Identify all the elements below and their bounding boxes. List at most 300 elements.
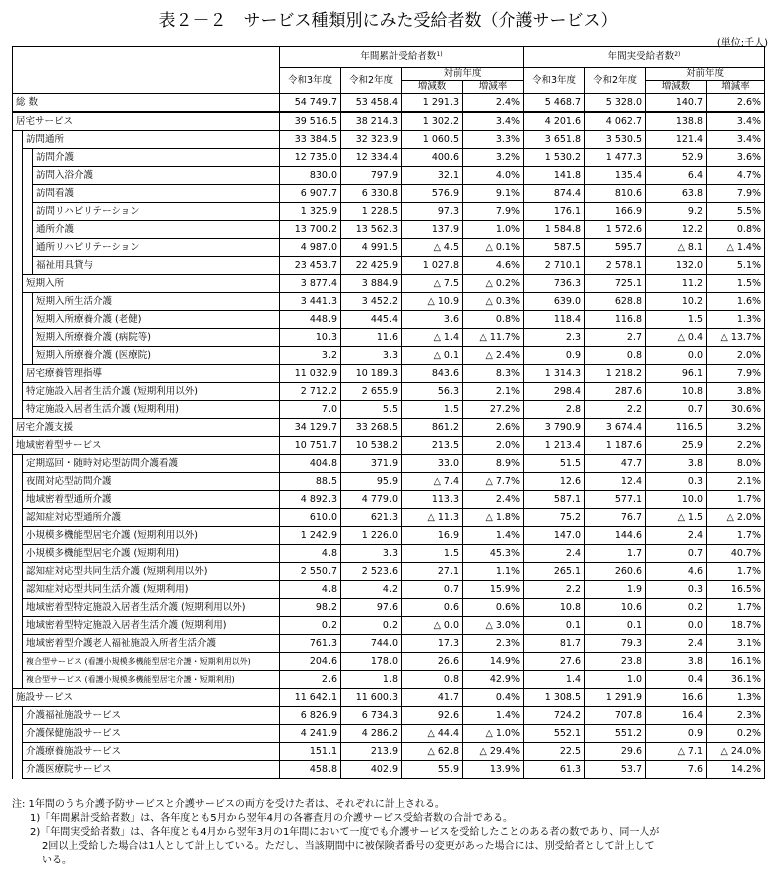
header-r3: 令和3年度: [280, 68, 341, 94]
indent-cell: [13, 635, 23, 653]
value-cell: 2.6: [280, 671, 341, 689]
value-cell: 2 655.9: [341, 383, 402, 401]
recipients-table: [12, 46, 765, 779]
value-cell: 0.4%: [463, 689, 524, 707]
value-cell: 11.2: [646, 275, 707, 293]
value-cell: 5 328.0: [585, 94, 646, 113]
value-cell: 3.2%: [707, 419, 765, 437]
row-label: 介護医療院サービス: [23, 761, 280, 779]
value-cell: 4 201.6: [524, 112, 585, 131]
value-cell: 4.0%: [463, 167, 524, 185]
table-row: [13, 707, 765, 725]
value-cell: 2.2: [524, 581, 585, 599]
value-cell: 41.7: [402, 689, 463, 707]
value-cell: 7.6: [646, 761, 707, 779]
value-cell: 1.1%: [463, 563, 524, 581]
value-cell: 1 572.6: [585, 221, 646, 239]
table-row: [13, 293, 765, 311]
value-cell: △ 1.4: [402, 329, 463, 347]
value-cell: △ 1.4%: [707, 239, 765, 257]
table-row: [13, 365, 765, 383]
indent-cell: [13, 167, 23, 185]
indent-cell: [23, 329, 33, 347]
table-row: [13, 94, 765, 113]
row-label: 通所リハビリテーション: [33, 239, 280, 257]
indent-cell: [13, 275, 23, 293]
value-cell: 0.1: [585, 617, 646, 635]
value-cell: △ 29.4%: [463, 743, 524, 761]
value-cell: 448.9: [280, 311, 341, 329]
value-cell: △ 7.7%: [463, 473, 524, 491]
value-cell: 0.9: [524, 347, 585, 365]
value-cell: 9.1%: [463, 185, 524, 203]
value-cell: 2.2: [585, 401, 646, 419]
value-cell: △ 24.0%: [707, 743, 765, 761]
value-cell: 6 907.7: [280, 185, 341, 203]
indent-cell: [13, 545, 23, 563]
value-cell: 2 523.6: [341, 563, 402, 581]
row-label: 介護療養施設サービス: [23, 743, 280, 761]
indent-cell: [13, 563, 23, 581]
value-cell: 610.0: [280, 509, 341, 527]
row-label: 通所介護: [33, 221, 280, 239]
value-cell: 11.6: [341, 329, 402, 347]
value-cell: 843.6: [402, 365, 463, 383]
value-cell: 118.4: [524, 311, 585, 329]
indent-cell: [13, 401, 23, 419]
indent-cell: [13, 725, 23, 743]
value-cell: 0.2: [341, 617, 402, 635]
value-cell: 13.9%: [463, 761, 524, 779]
value-cell: 3.3: [341, 347, 402, 365]
value-cell: 2.1%: [707, 473, 765, 491]
value-cell: 1 213.4: [524, 437, 585, 455]
value-cell: 54 749.7: [280, 94, 341, 113]
value-cell: 1 218.2: [585, 365, 646, 383]
table-row: [13, 617, 765, 635]
indent-cell: [23, 149, 33, 167]
value-cell: 34 129.7: [280, 419, 341, 437]
value-cell: △ 7.1: [646, 743, 707, 761]
value-cell: 1.0%: [463, 221, 524, 239]
value-cell: 1 314.3: [524, 365, 585, 383]
table-row: [13, 455, 765, 473]
value-cell: 5 468.7: [524, 94, 585, 113]
value-cell: 2.0%: [707, 347, 765, 365]
value-cell: 1.4%: [463, 527, 524, 545]
row-label: 小規模多機能型居宅介護 (短期利用以外): [23, 527, 280, 545]
header-r2: 令和2年度: [585, 68, 646, 94]
row-label: 複合型サービス (看護小規模多機能型居宅介護・短期利用): [23, 671, 280, 689]
value-cell: 166.9: [585, 203, 646, 221]
value-cell: 47.7: [585, 455, 646, 473]
value-cell: 10.0: [646, 491, 707, 509]
value-cell: 16.9: [402, 527, 463, 545]
table-row: [13, 671, 765, 689]
value-cell: 3.4%: [707, 112, 765, 131]
value-cell: 55.9: [402, 761, 463, 779]
value-cell: 761.3: [280, 635, 341, 653]
row-label: 総 数: [13, 94, 280, 113]
value-cell: 76.7: [585, 509, 646, 527]
indent-cell: [13, 473, 23, 491]
value-cell: 39 516.5: [280, 112, 341, 131]
value-cell: 11 032.9: [280, 365, 341, 383]
value-cell: 587.5: [524, 239, 585, 257]
value-cell: 121.4: [646, 131, 707, 149]
indent-cell: [23, 167, 33, 185]
value-cell: 628.8: [585, 293, 646, 311]
value-cell: △ 11.7%: [463, 329, 524, 347]
value-cell: 2.4%: [463, 491, 524, 509]
value-cell: 0.2%: [707, 725, 765, 743]
value-cell: 1.0: [585, 671, 646, 689]
value-cell: 595.7: [585, 239, 646, 257]
value-cell: 213.9: [341, 743, 402, 761]
row-label: 特定施設入居者生活介護 (短期利用以外): [23, 383, 280, 401]
note-2-cont: 2回以上受給した場合は1人として計上している。ただし、当該期間中に被保険者番号の変更があった場合には、別受給者として計上して: [42, 841, 655, 852]
row-label: 地域密着型特定施設入居者生活介護 (短期利用以外): [23, 599, 280, 617]
value-cell: 178.0: [341, 653, 402, 671]
value-cell: 2 712.2: [280, 383, 341, 401]
value-cell: 33.0: [402, 455, 463, 473]
value-cell: 3.3: [341, 545, 402, 563]
value-cell: △ 2.0%: [707, 509, 765, 527]
value-cell: 0.9: [646, 725, 707, 743]
value-cell: △ 1.5: [646, 509, 707, 527]
value-cell: △ 13.7%: [707, 329, 765, 347]
value-cell: 42.9%: [463, 671, 524, 689]
row-label: 夜間対応型訪問介護: [23, 473, 280, 491]
value-cell: 3 452.2: [341, 293, 402, 311]
row-label: 訪問看護: [33, 185, 280, 203]
value-cell: 265.1: [524, 563, 585, 581]
value-cell: 2.0%: [463, 437, 524, 455]
value-cell: 0.8: [402, 671, 463, 689]
value-cell: 97.3: [402, 203, 463, 221]
table-row: [13, 275, 765, 293]
value-cell: △ 44.4: [402, 725, 463, 743]
value-cell: 3.6: [402, 311, 463, 329]
value-cell: 287.6: [585, 383, 646, 401]
value-cell: 3.4%: [463, 112, 524, 131]
indent-cell: [13, 257, 23, 275]
table-row: [13, 167, 765, 185]
value-cell: 587.1: [524, 491, 585, 509]
value-cell: 1.4: [524, 671, 585, 689]
value-cell: 861.2: [402, 419, 463, 437]
row-label: 複合型サービス (看護小規模多機能型居宅介護・短期利用以外): [23, 653, 280, 671]
value-cell: 4 779.0: [341, 491, 402, 509]
value-cell: 400.6: [402, 149, 463, 167]
value-cell: 1.7%: [707, 527, 765, 545]
indent-cell: [13, 707, 23, 725]
value-cell: △ 3.0%: [463, 617, 524, 635]
value-cell: 298.4: [524, 383, 585, 401]
row-label: 短期入所: [23, 275, 280, 293]
value-cell: 1.5: [646, 311, 707, 329]
value-cell: 98.2: [280, 599, 341, 617]
value-cell: 2.8: [524, 401, 585, 419]
indent-cell: [23, 311, 33, 329]
table-row: [13, 149, 765, 167]
value-cell: 4.2: [341, 581, 402, 599]
row-label: 短期入所療養介護 (医療院): [33, 347, 280, 365]
indent-cell: [13, 293, 23, 311]
value-cell: 10.2: [646, 293, 707, 311]
value-cell: 132.0: [646, 257, 707, 275]
value-cell: 2.1%: [463, 383, 524, 401]
value-cell: 30.6%: [707, 401, 765, 419]
table-row: [13, 761, 765, 779]
table-row: [13, 203, 765, 221]
value-cell: 1.7: [585, 545, 646, 563]
value-cell: 725.1: [585, 275, 646, 293]
row-label: 短期入所生活介護: [33, 293, 280, 311]
value-cell: 3 674.4: [585, 419, 646, 437]
value-cell: 7.9%: [707, 365, 765, 383]
value-cell: 5.5%: [707, 203, 765, 221]
value-cell: 2.3%: [463, 635, 524, 653]
value-cell: 1 302.2: [402, 112, 463, 131]
value-cell: 0.2: [646, 599, 707, 617]
value-cell: 53.7: [585, 761, 646, 779]
row-label: 施設サービス: [13, 689, 280, 707]
value-cell: 29.6: [585, 743, 646, 761]
value-cell: 15.9%: [463, 581, 524, 599]
value-cell: 1.8: [341, 671, 402, 689]
value-cell: 4 286.2: [341, 725, 402, 743]
value-cell: 140.7: [646, 94, 707, 113]
value-cell: 12.4: [585, 473, 646, 491]
value-cell: 2.4: [646, 635, 707, 653]
value-cell: △ 4.5: [402, 239, 463, 257]
value-cell: 3.2: [280, 347, 341, 365]
value-cell: 151.1: [280, 743, 341, 761]
value-cell: 213.5: [402, 437, 463, 455]
value-cell: 63.8: [646, 185, 707, 203]
value-cell: 147.0: [524, 527, 585, 545]
row-label: 訪問入浴介護: [33, 167, 280, 185]
value-cell: 61.3: [524, 761, 585, 779]
indent-cell: [13, 329, 23, 347]
value-cell: 458.8: [280, 761, 341, 779]
value-cell: 4.8: [280, 545, 341, 563]
value-cell: 736.3: [524, 275, 585, 293]
header-diff: 増減数: [646, 81, 707, 94]
row-label: 定期巡回・随時対応型訪問介護看護: [23, 455, 280, 473]
value-cell: 2.3: [524, 329, 585, 347]
row-label: 訪問介護: [33, 149, 280, 167]
value-cell: 3.1%: [707, 635, 765, 653]
value-cell: △ 11.3: [402, 509, 463, 527]
table-row: [13, 581, 765, 599]
value-cell: 52.9: [646, 149, 707, 167]
value-cell: 16.4: [646, 707, 707, 725]
value-cell: 8.3%: [463, 365, 524, 383]
value-cell: 1 477.3: [585, 149, 646, 167]
value-cell: 32.1: [402, 167, 463, 185]
indent-cell: [13, 491, 23, 509]
value-cell: △ 8.1: [646, 239, 707, 257]
value-cell: 3.6%: [707, 149, 765, 167]
value-cell: 10.6: [585, 599, 646, 617]
value-cell: 38 214.3: [341, 112, 402, 131]
table-row: [13, 743, 765, 761]
value-cell: 1 027.8: [402, 257, 463, 275]
value-cell: 10.8: [646, 383, 707, 401]
value-cell: △ 1.0%: [463, 725, 524, 743]
value-cell: 744.0: [341, 635, 402, 653]
indent-cell: [13, 149, 23, 167]
header-actual: 年間実受給者数$^{2)}$: [524, 47, 765, 68]
value-cell: 116.5: [646, 419, 707, 437]
value-cell: 260.6: [585, 563, 646, 581]
row-label: 認知症対応型共同生活介護 (短期利用以外): [23, 563, 280, 581]
value-cell: 92.6: [402, 707, 463, 725]
value-cell: 621.3: [341, 509, 402, 527]
value-cell: 707.8: [585, 707, 646, 725]
value-cell: 45.3%: [463, 545, 524, 563]
value-cell: 10 751.7: [280, 437, 341, 455]
value-cell: 8.9%: [463, 455, 524, 473]
value-cell: △ 10.9: [402, 293, 463, 311]
value-cell: 371.9: [341, 455, 402, 473]
value-cell: 17.3: [402, 635, 463, 653]
value-cell: 27.1: [402, 563, 463, 581]
value-cell: 1.5: [402, 401, 463, 419]
indent-cell: [13, 347, 23, 365]
value-cell: 36.1%: [707, 671, 765, 689]
row-label: 居宅介護支援: [13, 419, 280, 437]
value-cell: 3.4%: [707, 131, 765, 149]
value-cell: 13 562.3: [341, 221, 402, 239]
table-row: [13, 599, 765, 617]
value-cell: 1 226.0: [341, 527, 402, 545]
value-cell: 81.7: [524, 635, 585, 653]
value-cell: 3.8: [646, 455, 707, 473]
value-cell: 874.4: [524, 185, 585, 203]
value-cell: 1.5%: [707, 275, 765, 293]
value-cell: 1 584.8: [524, 221, 585, 239]
table-row: [13, 545, 765, 563]
value-cell: 23 453.7: [280, 257, 341, 275]
table-row: [13, 257, 765, 275]
value-cell: 33 268.5: [341, 419, 402, 437]
value-cell: 0.3: [646, 473, 707, 491]
indent-cell: [13, 599, 23, 617]
value-cell: 79.3: [585, 635, 646, 653]
value-cell: 1 060.5: [402, 131, 463, 149]
value-cell: △ 0.4: [646, 329, 707, 347]
indent-cell: [13, 671, 23, 689]
value-cell: 1.3%: [707, 311, 765, 329]
value-cell: 577.1: [585, 491, 646, 509]
row-label: 短期入所療養介護 (老健): [33, 311, 280, 329]
value-cell: 639.0: [524, 293, 585, 311]
value-cell: 4.6: [646, 563, 707, 581]
value-cell: 1 291.3: [402, 94, 463, 113]
row-label: 居宅療養管理指導: [23, 365, 280, 383]
row-label: 特定施設入居者生活介護 (短期利用): [23, 401, 280, 419]
table-row: [13, 185, 765, 203]
value-cell: 404.8: [280, 455, 341, 473]
value-cell: 4.7%: [707, 167, 765, 185]
value-cell: 6.4: [646, 167, 707, 185]
row-label: 短期入所療養介護 (病院等): [33, 329, 280, 347]
table-row: [13, 401, 765, 419]
row-label: 訪問通所: [23, 131, 280, 149]
value-cell: 2 578.1: [585, 257, 646, 275]
value-cell: △ 7.5: [402, 275, 463, 293]
value-cell: 797.9: [341, 167, 402, 185]
value-cell: 402.9: [341, 761, 402, 779]
value-cell: 88.5: [280, 473, 341, 491]
value-cell: 3.8: [646, 653, 707, 671]
header-yoy: 対前年度: [402, 68, 524, 81]
value-cell: 176.1: [524, 203, 585, 221]
note-2-cont: いる。: [42, 855, 72, 866]
table-row: [13, 437, 765, 455]
value-cell: 138.8: [646, 112, 707, 131]
value-cell: 6 734.3: [341, 707, 402, 725]
value-cell: 11 642.1: [280, 689, 341, 707]
table-row: [13, 131, 765, 149]
row-label: 地域密着型通所介護: [23, 491, 280, 509]
value-cell: 16.5%: [707, 581, 765, 599]
indent-cell: [13, 509, 23, 527]
row-label: 福祉用具貸与: [33, 257, 280, 275]
value-cell: △ 2.4%: [463, 347, 524, 365]
value-cell: 95.9: [341, 473, 402, 491]
value-cell: 1.7%: [707, 491, 765, 509]
value-cell: 4.8: [280, 581, 341, 599]
value-cell: 25.9: [646, 437, 707, 455]
value-cell: △ 0.0: [402, 617, 463, 635]
table-row: [13, 311, 765, 329]
table-row: [13, 419, 765, 437]
indent-cell: [13, 221, 23, 239]
value-cell: 27.2%: [463, 401, 524, 419]
value-cell: 10 189.3: [341, 365, 402, 383]
note-2: 2)「年間実受給者数」は、各年度とも4月から翌年3月の1年間において一度でも介護サービスを受給したことのある者の数であり、同一人が: [30, 827, 660, 838]
value-cell: 141.8: [524, 167, 585, 185]
value-cell: 2.7: [585, 329, 646, 347]
value-cell: 0.0: [646, 347, 707, 365]
value-cell: 51.5: [524, 455, 585, 473]
value-cell: 4 991.5: [341, 239, 402, 257]
value-cell: 12 735.0: [280, 149, 341, 167]
value-cell: 1 242.9: [280, 527, 341, 545]
value-cell: 3 651.8: [524, 131, 585, 149]
indent-cell: [23, 347, 33, 365]
value-cell: 113.3: [402, 491, 463, 509]
header-r2: 令和2年度: [341, 68, 402, 94]
value-cell: 1 291.9: [585, 689, 646, 707]
table-row: [13, 221, 765, 239]
value-cell: 3.2%: [463, 149, 524, 167]
value-cell: 8.0%: [707, 455, 765, 473]
indent-cell: [13, 653, 23, 671]
value-cell: 1 308.5: [524, 689, 585, 707]
indent-cell: [13, 383, 23, 401]
value-cell: 1.6%: [707, 293, 765, 311]
value-cell: 3.8%: [707, 383, 765, 401]
value-cell: 40.7%: [707, 545, 765, 563]
value-cell: 4 892.3: [280, 491, 341, 509]
value-cell: 810.6: [585, 185, 646, 203]
value-cell: 5.1%: [707, 257, 765, 275]
